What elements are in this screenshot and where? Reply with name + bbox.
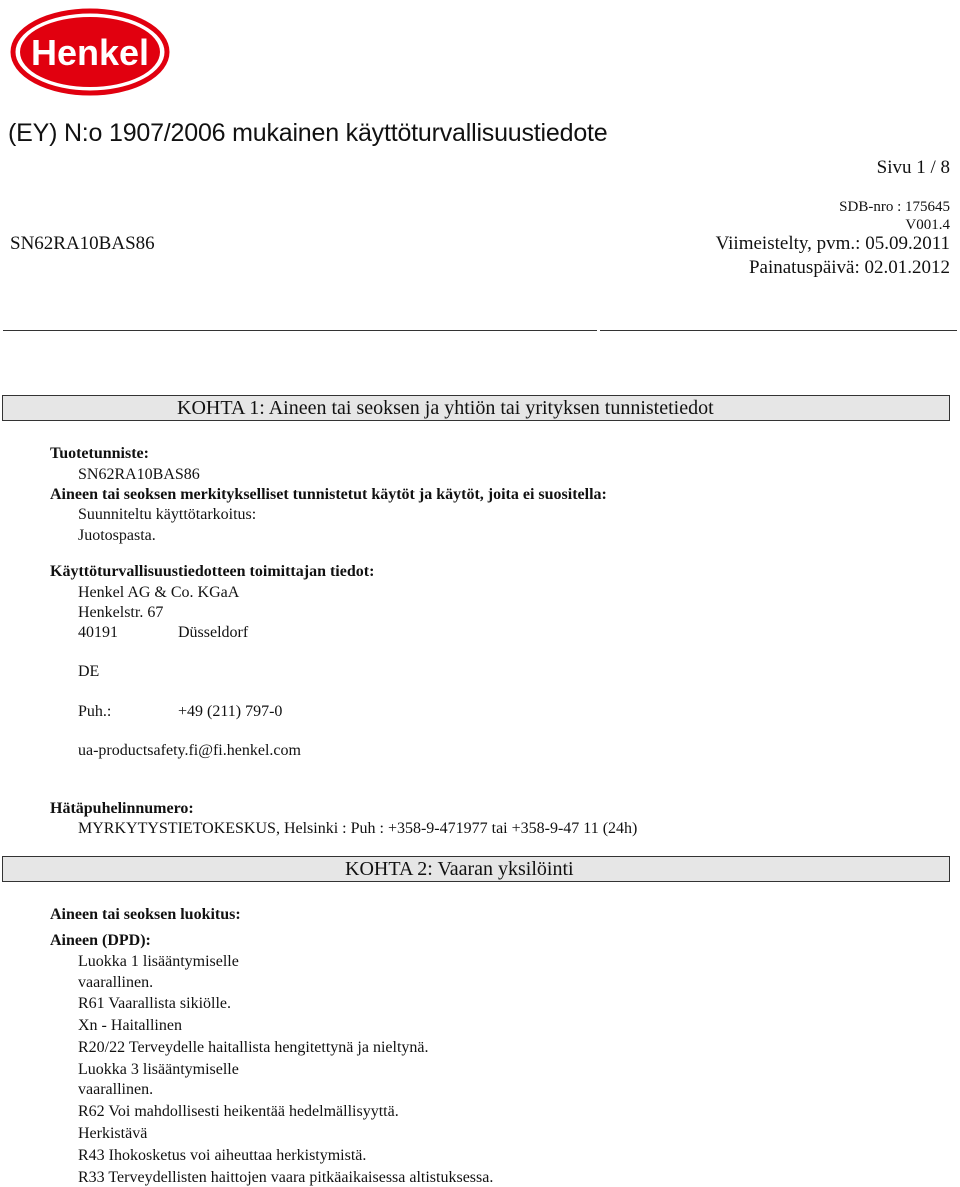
section-1-heading-bar (2, 395, 950, 421)
email-link[interactable]: ua-productsafety.fi@fi.henkel.com (78, 742, 301, 759)
phone-value: +49 (211) 797-0 (178, 703, 283, 720)
header-divider-left (3, 330, 597, 331)
classification-line: R43 Ihokosketus voi aiheuttaa herkistymistä. (78, 1147, 367, 1164)
emergency-value: MYRKYTYSTIETOKESKUS, Helsinki : Puh : +358-9-471977 tai +358-9-47 11 (24h) (78, 820, 638, 837)
country: DE (78, 663, 100, 680)
phone-label: Puh.: (78, 703, 112, 720)
classification-line: Luokka 1 lisääntymiselle (78, 953, 239, 970)
henkel-logo (10, 8, 170, 96)
product-code-header: SN62RA10BAS86 (10, 233, 155, 254)
product-identifier-label: Tuotetunniste: (50, 445, 149, 462)
company-name: Henkel AG & Co. KGaA (78, 584, 240, 601)
classification-line: Luokka 3 lisääntymiselle (78, 1061, 239, 1078)
classification-line: Xn - Haitallinen (78, 1017, 182, 1034)
header-divider-right (600, 330, 957, 331)
uses-label: Aineen tai seoksen merkitykselliset tunnistetut käytöt ja käytöt, joita ei suositella: (50, 486, 607, 503)
classification-line: vaarallinen. (78, 1081, 154, 1098)
section-2-heading-bar (2, 856, 950, 882)
classification-line: R62 Voi mahdollisesti heikentää hedelmällisyyttä. (78, 1103, 399, 1120)
classification-label: Aineen tai seoksen luokitus: (50, 906, 241, 923)
postcode: 40191 (78, 624, 118, 641)
city: Düsseldorf (178, 624, 249, 641)
logo-wordmark: Henkel (30, 32, 150, 73)
intended-use-label: Suunniteltu käyttötarkoitus: (78, 506, 257, 523)
classification-line: Herkistävä (78, 1125, 148, 1142)
dpd-label: Aineen (DPD): (50, 932, 151, 949)
page-number: Sivu 1 / 8 (876, 157, 950, 178)
supplier-label: Käyttöturvallisuustiedotteen toimittajan tiedot: (50, 563, 375, 580)
section-2-title: KOHTA 2: Vaaran yksilöinti (345, 858, 574, 880)
sdb-number: SDB-nro : 175645 (839, 199, 950, 215)
document-title: (EY) N:o 1907/2006 mukainen käyttöturvallisuustiedote (8, 119, 608, 147)
section-1-title: KOHTA 1: Aineen tai seoksen ja yhtiön tai yrityksen tunnistetiedot (177, 397, 714, 419)
print-date: Painatuspäivä: 02.01.2012 (748, 257, 950, 278)
version: V001.4 (905, 217, 950, 233)
street-address: Henkelstr. 67 (78, 604, 164, 621)
classification-line: R33 Terveydellisten haittojen vaara pitkäaikaisessa altistuksessa. (78, 1169, 494, 1186)
intended-use-value: Juotospasta. (78, 527, 156, 544)
emergency-label: Hätäpuhelinnumero: (50, 800, 194, 817)
classification-line: R20/22 Terveydelle haitallista hengitettynä ja nieltynä. (78, 1039, 429, 1056)
product-identifier-value: SN62RA10BAS86 (78, 466, 200, 483)
classification-line: vaarallinen. (78, 974, 154, 991)
revision-date: Viimeistelty, pvm.: 05.09.2011 (715, 233, 950, 254)
classification-line: R61 Vaarallista sikiölle. (78, 995, 232, 1012)
